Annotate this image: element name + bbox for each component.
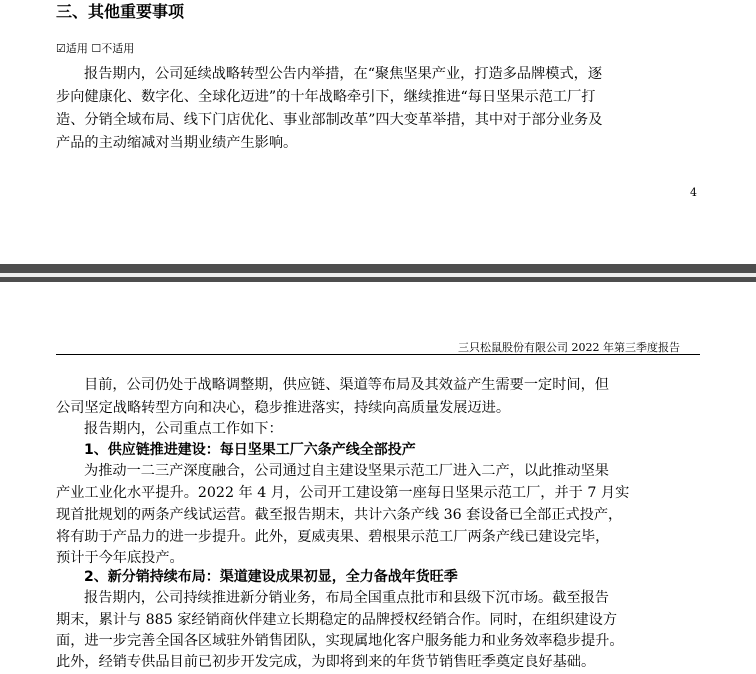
para5-line-2: 期末，累计与 885 家经销商伙伴建立长期稳定的品牌授权经销合作。同时，在组织建设方 — [56, 612, 618, 628]
heading-1: 1、供应链推进建设：每日坚果工厂六条产线全部投产 — [84, 442, 416, 458]
para2-line-2: 公司坚定战略转型方向和决心，稳步推进落实，持续向高质量发展迈进。 — [56, 400, 511, 416]
para4-line-3: 现首批规划的两条产线试运营。截至报告期末，共计六条产线 36 套设备已全部正式投产， — [56, 507, 623, 523]
checked-box: ☑ — [56, 42, 66, 55]
section-title: 三、其他重要事项 — [56, 2, 185, 21]
para5-line-3: 面，进一步完善全国各区域驻外销售团队，实现属地化客户服务能力和业务效率稳步提升。 — [56, 633, 624, 649]
para1-line-4: 产品的主动缩减对当期业绩产生影响。 — [56, 135, 298, 151]
page-number: 4 — [690, 186, 697, 199]
header-rule — [56, 354, 700, 355]
para2-line-1: 目前，公司仍处于战略调整期，供应链、渠道等布局及其效益产生需要一定时间，但 — [84, 377, 609, 393]
para1-line-1: 报告期内，公司延续战略转型公告内举措，在“聚焦坚果产业，打造多品牌模式，逐 — [84, 66, 603, 82]
para1-line-3: 造、分销全域布局、线下门店优化、事业部制改革”四大变革举措，其中对于部分业务及 — [56, 112, 603, 128]
applicable-options — [56, 41, 134, 57]
page-separator-highlight — [0, 273, 756, 277]
para4-line-4: 将有助于产品力的进一步提升。此外，夏威夷果、碧根果示范工厂两条产线已建设完毕， — [56, 529, 610, 545]
para5-line-4: 此外，经销专供品目前已初步开发完成，为即将到来的年货节销售旺季奠定良好基础。 — [56, 654, 596, 670]
para4-line-1: 为推动一二三产深度融合，公司通过自主建设坚果示范工厂进入二产，以此推动坚果 — [84, 463, 609, 479]
para4-line-2: 产业工业化水平提升。2022 年 4 月，公司开工建设第一座每日坚果示范工厂，并于 7 月实 — [56, 485, 630, 501]
para3: 报告期内，公司重点工作如下： — [84, 421, 283, 437]
applicable-label: 适用 — [65, 42, 88, 55]
para5-line-1: 报告期内，公司持续推进新分销业务，布局全国重点批市和县级下沉市场。截至报告 — [84, 590, 609, 606]
heading-2: 2、新分销持续布局：渠道建设成果初显，全力备战年货旺季 — [84, 569, 458, 585]
not-applicable-label: 不适用 — [101, 42, 135, 55]
para1-line-2: 步向健康化、数字化、全球化迈进”的十年战略牵引下，继续推进“每日坚果示范工厂打 — [56, 89, 596, 105]
running-header: 三只松鼠股份有限公司 2022 年第三季度报告 — [458, 341, 680, 354]
unchecked-box: ☐ — [91, 42, 102, 55]
para4-line-5: 预计于今年底投产。 — [56, 550, 184, 566]
